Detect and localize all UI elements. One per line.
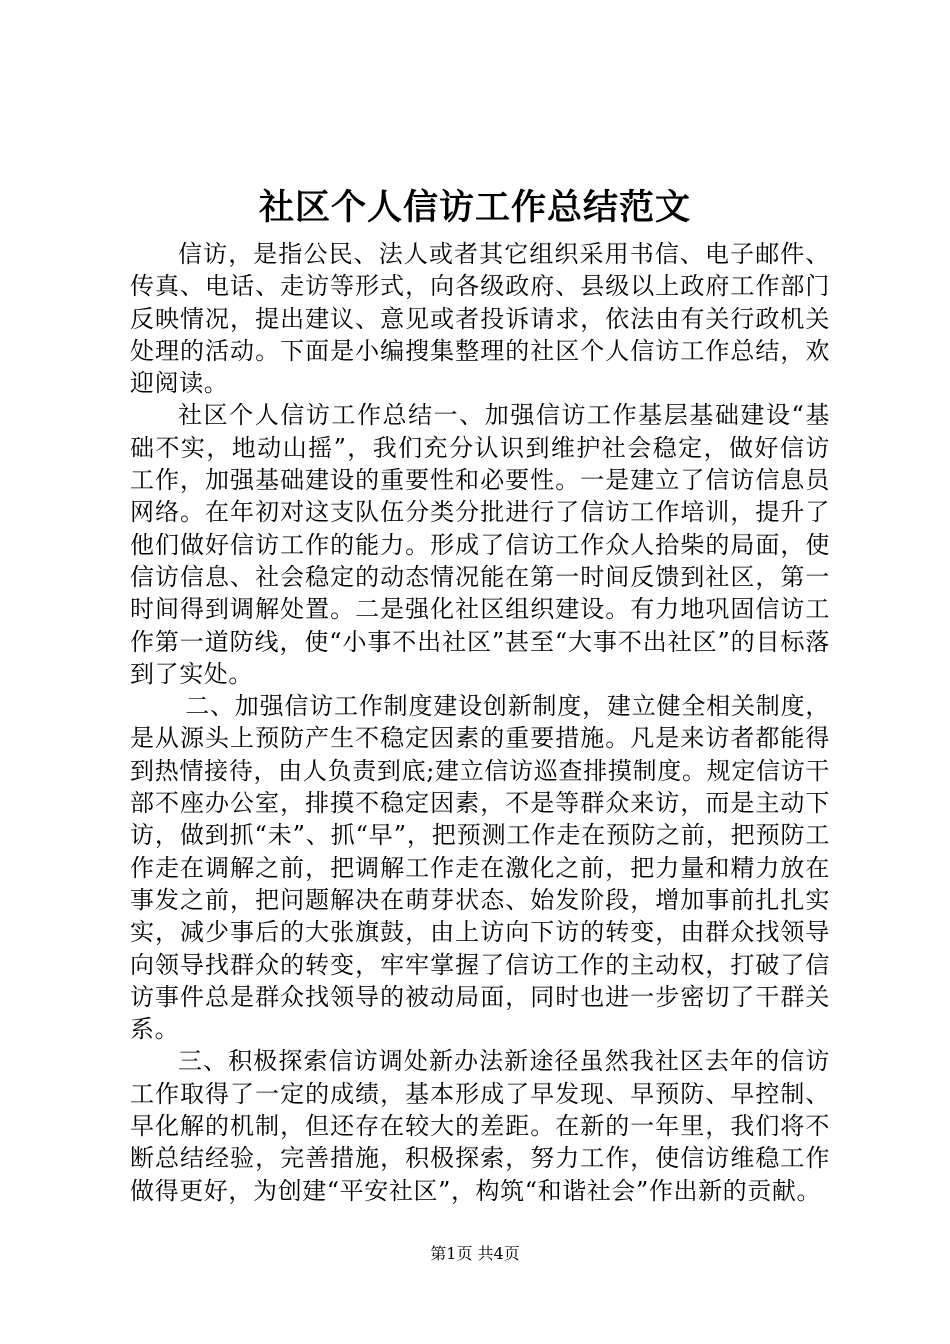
- document-body: [130, 238, 830, 1207]
- document-title: 社区个人信访工作总结范文: [258, 187, 691, 228]
- page-number-footer: 第1页 共4页: [430, 1244, 520, 1263]
- paragraph-section-two: 二、加强信访工作制度建设创新制度，建立健全相关制度，是从源头上预防产生不稳定因素的重要措施。凡是来访者都能得到热情接待，由人负责到底;建立信访巡查排摸制度。规定信访干部不座办公室，排摸不稳定因素，不是等群众来访，而是主动下访，做到抓“未”、抓“早”，把预测工作走在预防之前，把预防工作走在调解之前，把调解工作走在激化之前，把力量和精力放在事发之前，把问题解决在萌芽状态、始发阶段，增加事前扎扎实实，减少事后的大张旗鼓，由上访向下访的转变，由群众找领导向领导找群众的转变，牢牢掌握了信访工作的主动权，打破了信访事件总是群众找领导的被动局面，同时也进一步密切了干群关系。: [130, 692, 830, 1044]
- paragraph-intro: 信访，是指公民、法人或者其它组织采用书信、电子邮件、传真、电话、走访等形式，向各级政府、县级以上政府工作部门反映情况，提出建议、意见或者投诉请求，依法由有关行政机关处理的活动。下面是小编搜集整理的社区个人信访工作总结，欢迎阅读。: [130, 240, 830, 398]
- paragraph-section-one: 社区个人信访工作总结一、加强信访工作基层基础建设“基础不实，地动山摇”，我们充分认识到维护社会稳定，做好信访工作，加强基础建设的重要性和必要性。一是建立了信访信息员网络。在年初对这支队伍分类分批进行了信访工作培训，提升了他们做好信访工作的能力。形成了信访工作众人拾柴的局面，使信访信息、社会稳定的动态情况能在第一时间反馈到社区，第一时间得到调解处置。二是强化社区组织建设。有力地巩固信访工作第一道防线，使“小事不出社区”甚至“大事不出社区”的目标落到了实处。: [130, 401, 830, 688]
- paragraph-section-three: 三、积极探索信访调处新办法新途径虽然我社区去年的信访工作取得了一定的成绩，基本形成了早发现、早预防、早控制、早化解的机制，但还存在较大的差距。在新的一年里，我们将不断总结经验，完善措施，积极探索，努力工作，使信访维稳工作做得更好，为创建“平安社区”，构筑“和谐社会”作出新的贡献。: [130, 1047, 830, 1205]
